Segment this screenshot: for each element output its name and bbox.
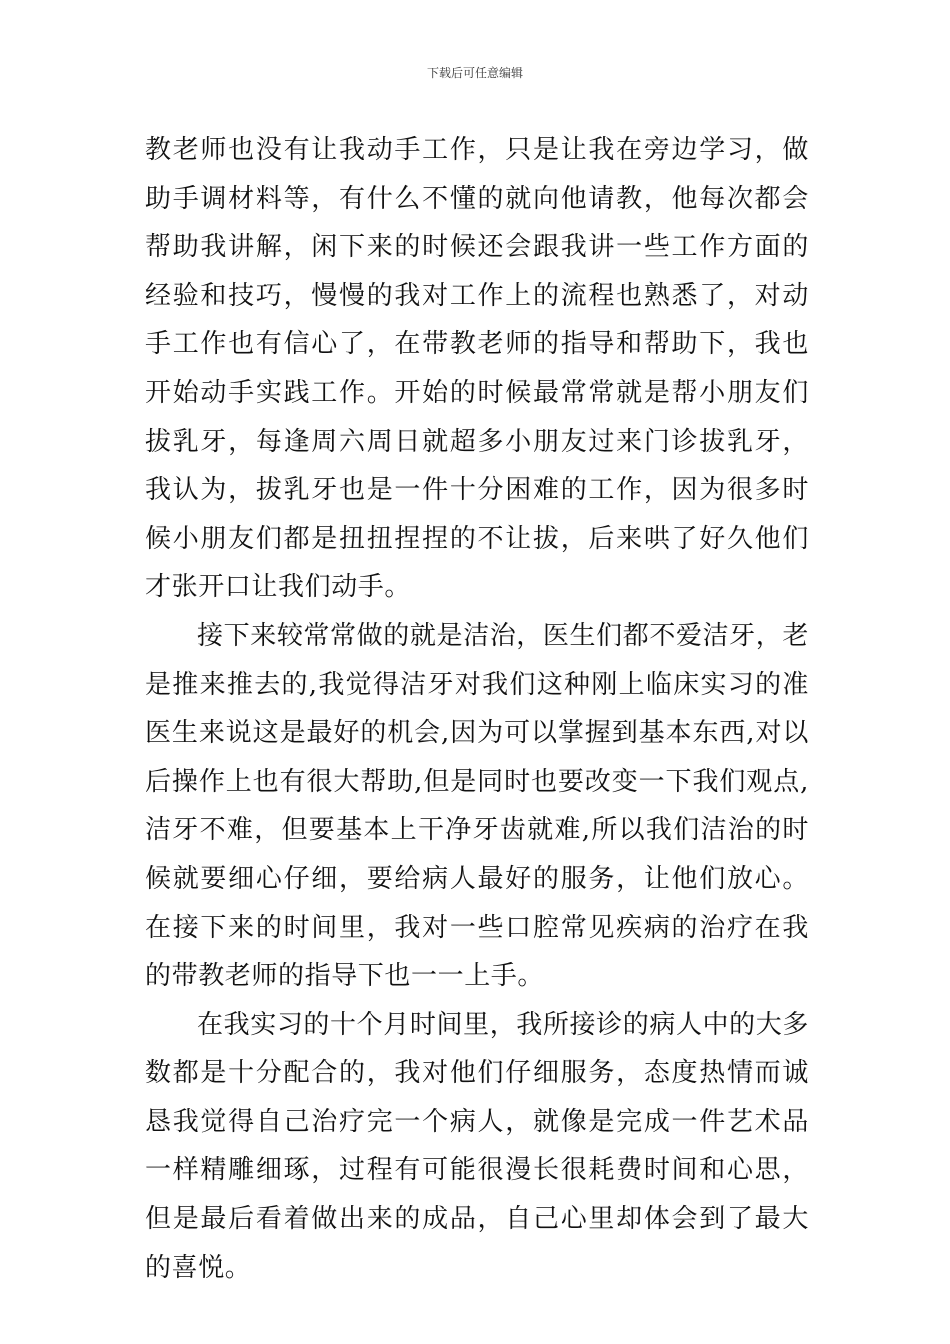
document-body [145, 126, 809, 1292]
page-header: 下载后可任意编辑 [426, 66, 523, 80]
paragraph-internship: 在我实习的十个月时间里，我所接诊的病人中的大多数都是十分配合的，我对他们仔细服务，态度热情而诚恳我觉得自己治疗完一个病人，就像是完成一件艺术品一样精雕细琢，过程有可能很漫长很耗费时间和心思，但是最后看着做出来的成品，自己心里却体会到了最大的喜悦。 [145, 1009, 809, 1283]
paragraph-continued: 教老师也没有让我动手工作，只是让我在旁边学习，做助手调材料等，有什么不懂的就向他请教，他每次都会帮助我讲解，闲下来的时候还会跟我讲一些工作方面的经验和技巧，慢慢的我对工作上的流程也熟悉了，对动手工作也有信心了，在带教老师的指导和帮助下，我也开始动手实践工作。开始的时候最常常就是帮小朋友们拔乳牙，每逢周六周日就超多小朋友过来门诊拔乳牙，我认为，拔乳牙也是一件十分困难的工作，因为很多时候小朋友们都是扭扭捏捏的不让拔，后来哄了好久他们才张开口让我们动手。 [145, 135, 809, 603]
paragraph-cleaning: 接下来较常常做的就是洁治，医生们都不爱洁牙，老是推来推去的,我觉得洁牙对我们这种刚上临床实习的准医生来说这是最好的机会,因为可以掌握到基本东西,对以后操作上也有很大帮助,但是同时也要改变一下我们观点,洁牙不难，但要基本上干净牙齿就难,所以我们洁治的时候就要细心仔细，要给病人最好的服务，让他们放心。在接下来的时间里，我对一些口腔常见疾病的治疗在我的带教老师的指导下也一一上手。 [145, 620, 809, 992]
